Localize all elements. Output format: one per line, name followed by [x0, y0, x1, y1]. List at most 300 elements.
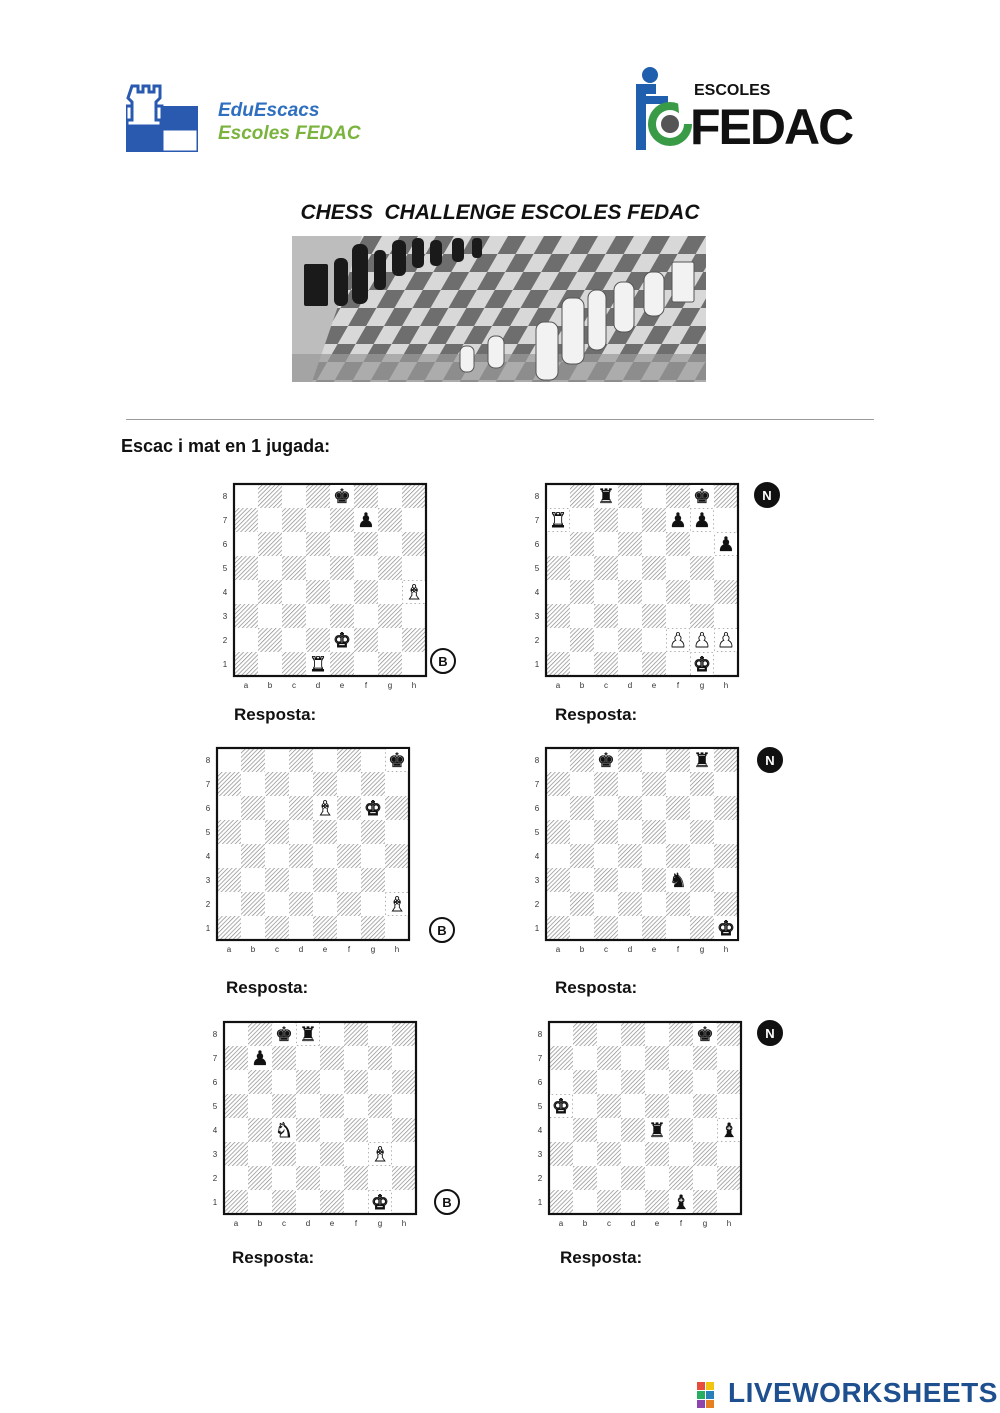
board-square-e3	[642, 604, 666, 628]
board-square-a4	[546, 844, 570, 868]
rank-label: 5	[537, 1102, 543, 1111]
board-square-h2	[402, 628, 426, 652]
board-square-a5	[217, 820, 241, 844]
board-square-a7	[546, 772, 570, 796]
board-square-d8	[621, 1022, 645, 1046]
board-square-f5	[337, 820, 361, 844]
board-square-e2	[642, 628, 666, 652]
board-square-c6	[594, 532, 618, 556]
chessboard-svg	[533, 1020, 747, 1232]
board-square-d6	[618, 796, 642, 820]
board-square-g5	[378, 556, 402, 580]
file-label: e	[322, 945, 328, 954]
board-square-b3	[248, 1142, 272, 1166]
board-square-g7	[368, 1046, 392, 1070]
white-pawn-icon: ♟	[693, 628, 711, 652]
board-square-e2	[645, 1166, 669, 1190]
board-square-d5	[289, 820, 313, 844]
board-square-d2	[618, 892, 642, 916]
board-square-a8	[549, 1022, 573, 1046]
board-square-c3	[594, 868, 618, 892]
board-square-d7	[296, 1046, 320, 1070]
rank-label: 2	[537, 1174, 543, 1183]
board-square-d2	[306, 628, 330, 652]
board-square-b8	[573, 1022, 597, 1046]
board-square-a6	[546, 532, 570, 556]
board-square-c1	[265, 916, 289, 940]
side-to-move-badge-6: N	[757, 1020, 783, 1046]
board-square-c7	[594, 508, 618, 532]
liveworksheets-blocks-icon	[697, 1382, 725, 1408]
rank-label: 1	[534, 924, 540, 933]
rank-label: 8	[534, 756, 540, 765]
side-to-move-badge-5: B	[434, 1189, 460, 1215]
file-label: d	[627, 681, 633, 690]
board-square-f8	[666, 484, 690, 508]
rank-label: 5	[205, 828, 211, 837]
black-king-icon: ♚	[275, 1022, 293, 1046]
board-square-b7	[570, 508, 594, 532]
fedac-logo	[632, 66, 862, 156]
board-square-e6	[642, 796, 666, 820]
black-king-icon: ♚	[693, 484, 711, 508]
board-square-b4	[258, 580, 282, 604]
board-square-e4	[330, 580, 354, 604]
board-square-h8	[392, 1022, 416, 1046]
file-label: f	[364, 681, 368, 690]
board-square-e8	[645, 1022, 669, 1046]
file-label: b	[579, 945, 585, 954]
puzzle-board-3	[201, 746, 415, 958]
puzzle-board-6	[533, 1020, 747, 1232]
board-square-b5	[248, 1094, 272, 1118]
board-square-a2	[546, 628, 570, 652]
board-square-a2	[234, 628, 258, 652]
board-square-b4	[573, 1118, 597, 1142]
board-square-g5	[690, 820, 714, 844]
board-square-b2	[570, 892, 594, 916]
board-square-a5	[546, 556, 570, 580]
rank-label: 8	[222, 492, 228, 501]
file-label: c	[604, 945, 608, 954]
file-label: c	[282, 1219, 286, 1228]
board-square-b8	[570, 484, 594, 508]
board-square-g2	[690, 892, 714, 916]
board-square-e6	[330, 532, 354, 556]
board-square-h3	[714, 868, 738, 892]
file-label: b	[579, 681, 585, 690]
board-square-h7	[392, 1046, 416, 1070]
board-square-h1	[392, 1190, 416, 1214]
white-king-icon: ♚	[364, 796, 382, 820]
board-square-g7	[378, 508, 402, 532]
board-square-g4	[690, 580, 714, 604]
liveworksheets-brand: LIVEWORKSHEETS	[728, 1377, 998, 1408]
file-label: h	[726, 1219, 732, 1228]
rank-label: 1	[222, 660, 228, 669]
board-square-e3	[642, 868, 666, 892]
rank-label: 8	[534, 492, 540, 501]
board-square-b5	[258, 556, 282, 580]
board-square-c8	[282, 484, 306, 508]
rank-label: 5	[534, 564, 540, 573]
board-square-g6	[690, 796, 714, 820]
rank-label: 5	[212, 1102, 218, 1111]
board-square-c1	[272, 1190, 296, 1214]
board-square-c6	[265, 796, 289, 820]
board-square-f6	[337, 796, 361, 820]
board-square-f8	[669, 1022, 693, 1046]
board-square-g5	[690, 556, 714, 580]
board-square-d5	[618, 556, 642, 580]
black-king-icon: ♚	[597, 748, 615, 772]
board-square-e1	[642, 916, 666, 940]
board-square-h2	[392, 1166, 416, 1190]
board-square-f4	[666, 844, 690, 868]
board-square-a2	[217, 892, 241, 916]
rank-label: 6	[534, 540, 540, 549]
rank-label: 3	[212, 1150, 218, 1159]
board-square-c3	[265, 868, 289, 892]
file-label: f	[679, 1219, 683, 1228]
board-square-c4	[594, 580, 618, 604]
rank-label: 6	[534, 804, 540, 813]
board-square-c2	[265, 892, 289, 916]
file-label: e	[329, 1219, 335, 1228]
board-square-b5	[570, 556, 594, 580]
board-square-a1	[224, 1190, 248, 1214]
board-square-g7	[693, 1046, 717, 1070]
board-square-b3	[570, 868, 594, 892]
board-square-e4	[642, 580, 666, 604]
black-king-icon: ♚	[696, 1022, 714, 1046]
board-square-d8	[618, 484, 642, 508]
file-label: b	[257, 1219, 263, 1228]
white-bishop-icon: ♝	[316, 796, 334, 820]
board-square-d1	[618, 916, 642, 940]
fedac-logo-line2: FEDAC	[690, 99, 853, 155]
board-square-f3	[354, 604, 378, 628]
board-square-e1	[320, 1190, 344, 1214]
board-square-c7	[282, 508, 306, 532]
board-square-f6	[344, 1070, 368, 1094]
rank-label: 6	[205, 804, 211, 813]
black-pawn-icon: ♟	[693, 508, 711, 532]
board-square-b6	[258, 532, 282, 556]
board-square-f5	[666, 820, 690, 844]
board-square-d5	[621, 1094, 645, 1118]
board-square-c5	[282, 556, 306, 580]
board-square-f3	[337, 868, 361, 892]
board-square-e3	[330, 604, 354, 628]
file-label: h	[394, 945, 400, 954]
file-label: f	[676, 945, 680, 954]
file-label: h	[411, 681, 417, 690]
board-square-d8	[306, 484, 330, 508]
board-square-h5	[402, 556, 426, 580]
file-label: g	[387, 681, 393, 690]
board-square-b2	[241, 892, 265, 916]
board-square-a7	[217, 772, 241, 796]
black-rook-icon: ♜	[648, 1118, 666, 1142]
board-square-b6	[573, 1070, 597, 1094]
board-square-g3	[378, 604, 402, 628]
board-square-g4	[690, 844, 714, 868]
board-square-a6	[217, 796, 241, 820]
answer-label-2: Resposta:	[555, 705, 638, 724]
board-square-f1	[354, 652, 378, 676]
board-square-e7	[330, 508, 354, 532]
board-square-b6	[248, 1070, 272, 1094]
puzzle-board-5	[208, 1020, 422, 1232]
board-square-e4	[642, 844, 666, 868]
board-square-c5	[265, 820, 289, 844]
file-label: c	[604, 681, 608, 690]
board-square-h8	[717, 1022, 741, 1046]
board-square-a6	[234, 532, 258, 556]
board-square-c8	[597, 1022, 621, 1046]
file-label: c	[275, 945, 279, 954]
board-square-d3	[296, 1142, 320, 1166]
file-label: h	[723, 681, 729, 690]
page-title: CHESS CHALLENGE ESCOLES FEDAC	[300, 201, 700, 224]
file-label: d	[315, 681, 321, 690]
black-pawn-icon: ♟	[251, 1046, 269, 1070]
board-square-g4	[361, 844, 385, 868]
board-square-d3	[306, 604, 330, 628]
board-square-a2	[546, 892, 570, 916]
file-label: g	[377, 1219, 383, 1228]
board-square-c1	[597, 1190, 621, 1214]
board-square-b4	[570, 580, 594, 604]
board-square-d4	[296, 1118, 320, 1142]
file-label: f	[354, 1219, 358, 1228]
board-square-d3	[289, 868, 313, 892]
rank-label: 6	[537, 1078, 543, 1087]
rank-label: 3	[537, 1150, 543, 1159]
rank-label: 7	[537, 1054, 543, 1063]
board-square-c8	[265, 748, 289, 772]
board-square-a3	[549, 1142, 573, 1166]
board-square-e5	[320, 1094, 344, 1118]
board-square-e8	[642, 484, 666, 508]
board-square-c2	[282, 628, 306, 652]
rank-label: 5	[222, 564, 228, 573]
board-square-a2	[224, 1166, 248, 1190]
board-square-h8	[402, 484, 426, 508]
board-square-e6	[642, 532, 666, 556]
board-square-f4	[666, 580, 690, 604]
answer-label-5: Resposta:	[232, 1248, 315, 1267]
black-pawn-icon: ♟	[357, 508, 375, 532]
white-pawn-icon: ♟	[669, 628, 687, 652]
board-square-e7	[642, 772, 666, 796]
board-square-a3	[217, 868, 241, 892]
rank-label: 7	[212, 1054, 218, 1063]
white-rook-icon: ♜	[309, 652, 327, 676]
white-bishop-icon: ♝	[388, 892, 406, 916]
file-label: a	[226, 945, 232, 954]
board-square-g2	[378, 628, 402, 652]
board-square-c7	[594, 772, 618, 796]
board-square-d5	[618, 820, 642, 844]
board-square-h5	[392, 1094, 416, 1118]
board-square-b8	[570, 748, 594, 772]
board-square-e4	[320, 1118, 344, 1142]
rank-label: 1	[212, 1198, 218, 1207]
board-square-f5	[669, 1094, 693, 1118]
board-square-e7	[320, 1046, 344, 1070]
board-square-c6	[594, 796, 618, 820]
eduescacs-logo-line2: Escoles FEDAC	[218, 123, 361, 144]
chessboard-svg	[208, 1020, 422, 1232]
board-square-a4	[546, 580, 570, 604]
answer-label-3: Resposta:	[226, 978, 309, 997]
board-square-d5	[296, 1094, 320, 1118]
board-square-b7	[258, 508, 282, 532]
board-square-f3	[344, 1142, 368, 1166]
board-square-d8	[289, 748, 313, 772]
board-square-f5	[666, 556, 690, 580]
board-square-b3	[573, 1142, 597, 1166]
board-square-b8	[241, 748, 265, 772]
board-square-d2	[296, 1166, 320, 1190]
board-square-b3	[241, 868, 265, 892]
board-square-e2	[320, 1166, 344, 1190]
rank-label: 8	[212, 1030, 218, 1039]
board-square-g8	[368, 1022, 392, 1046]
board-square-b5	[570, 820, 594, 844]
board-square-h3	[385, 868, 409, 892]
file-label: d	[627, 945, 633, 954]
board-square-b1	[570, 652, 594, 676]
board-square-e7	[313, 772, 337, 796]
board-square-g3	[693, 1142, 717, 1166]
board-square-f7	[666, 772, 690, 796]
board-square-c1	[594, 916, 618, 940]
board-square-g2	[368, 1166, 392, 1190]
rank-label: 4	[222, 588, 228, 597]
board-square-d5	[306, 556, 330, 580]
board-square-g4	[378, 580, 402, 604]
chessboard-svg	[201, 746, 415, 958]
file-label: a	[233, 1219, 239, 1228]
white-king-icon: ♚	[717, 916, 735, 940]
board-square-a7	[549, 1046, 573, 1070]
board-square-e5	[330, 556, 354, 580]
board-square-c3	[597, 1142, 621, 1166]
black-rook-icon: ♜	[597, 484, 615, 508]
board-square-f4	[344, 1118, 368, 1142]
board-square-h7	[717, 1046, 741, 1070]
board-square-c5	[272, 1094, 296, 1118]
file-label: a	[555, 681, 561, 690]
board-square-d3	[621, 1142, 645, 1166]
board-square-f3	[666, 604, 690, 628]
black-pawn-icon: ♟	[669, 508, 687, 532]
board-square-g6	[693, 1070, 717, 1094]
board-square-d4	[306, 580, 330, 604]
board-square-e1	[645, 1190, 669, 1214]
board-square-f4	[354, 580, 378, 604]
board-square-e4	[313, 844, 337, 868]
board-square-h7	[714, 772, 738, 796]
board-square-c2	[272, 1166, 296, 1190]
board-square-a6	[549, 1070, 573, 1094]
board-square-h3	[714, 604, 738, 628]
board-square-g4	[368, 1118, 392, 1142]
board-square-a3	[234, 604, 258, 628]
file-label: f	[676, 681, 680, 690]
side-to-move-badge-3: B	[429, 917, 455, 943]
board-square-b7	[573, 1046, 597, 1070]
board-square-c3	[272, 1142, 296, 1166]
board-square-a1	[217, 916, 241, 940]
file-label: a	[243, 681, 249, 690]
black-king-icon: ♚	[333, 484, 351, 508]
board-square-h7	[385, 772, 409, 796]
board-square-f6	[354, 532, 378, 556]
board-square-d1	[621, 1190, 645, 1214]
rank-label: 6	[222, 540, 228, 549]
board-square-f6	[666, 796, 690, 820]
rank-label: 2	[212, 1174, 218, 1183]
board-square-d2	[621, 1166, 645, 1190]
board-square-f7	[669, 1046, 693, 1070]
rank-label: 3	[534, 876, 540, 885]
board-square-e5	[645, 1094, 669, 1118]
board-square-d6	[296, 1070, 320, 1094]
file-label: a	[555, 945, 561, 954]
black-rook-icon: ♜	[299, 1022, 317, 1046]
board-square-f7	[344, 1046, 368, 1070]
chessboard-svg	[530, 746, 744, 958]
board-square-f2	[337, 892, 361, 916]
board-square-e8	[320, 1022, 344, 1046]
board-square-h6	[392, 1070, 416, 1094]
board-square-h5	[714, 820, 738, 844]
file-label: d	[305, 1219, 311, 1228]
white-king-icon: ♚	[693, 652, 711, 676]
puzzle-board-2	[530, 482, 744, 694]
rank-label: 5	[534, 828, 540, 837]
puzzle-board-4	[530, 746, 744, 958]
board-square-a5	[546, 820, 570, 844]
board-square-d4	[621, 1118, 645, 1142]
board-square-h6	[714, 796, 738, 820]
board-square-b1	[570, 916, 594, 940]
board-square-g3	[690, 604, 714, 628]
rank-label: 4	[205, 852, 211, 861]
board-square-d6	[621, 1070, 645, 1094]
board-square-f2	[669, 1166, 693, 1190]
board-square-g3	[361, 868, 385, 892]
rank-label: 4	[534, 852, 540, 861]
file-label: e	[654, 1219, 660, 1228]
side-to-move-badge-2: N	[754, 482, 780, 508]
board-square-h5	[717, 1094, 741, 1118]
board-square-f4	[337, 844, 361, 868]
chess-photo	[292, 236, 706, 382]
board-square-a2	[549, 1166, 573, 1190]
board-square-g5	[368, 1094, 392, 1118]
board-square-g6	[368, 1070, 392, 1094]
board-square-b2	[570, 628, 594, 652]
board-square-f6	[666, 532, 690, 556]
board-square-d7	[289, 772, 313, 796]
board-square-a3	[224, 1142, 248, 1166]
board-square-h1	[714, 652, 738, 676]
